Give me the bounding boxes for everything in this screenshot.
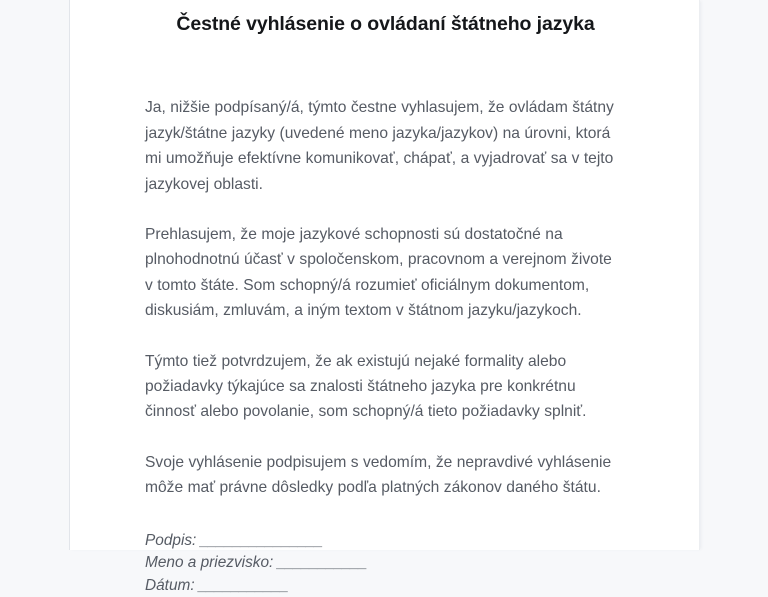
- signature-fill-podpis[interactable]: _______________: [196, 531, 323, 549]
- document-page: [69, 0, 700, 594]
- signature-line-meno: [145, 552, 701, 575]
- signature-line-podpis: [145, 530, 701, 553]
- document-body: [70, 0, 701, 597]
- signature-line-datum: [145, 575, 701, 597]
- paragraph-3: Týmto tiež potvrdzujem, že ak existujú nejaké formality alebo požiadavky týkajúce sa znalosti štátneho jazyka pre konkrétnu činnosť alebo povolanie, som schopný/á tieto požiadavky splniť.: [145, 352, 587, 421]
- signature-block: [70, 530, 701, 597]
- signature-fill-datum[interactable]: ___________: [194, 576, 289, 594]
- document-paragraphs: [70, 95, 701, 500]
- paragraph-2: Prehlasujem, že moje jazykové schopnosti sú dostatočné na plnohodnotnú účasť v spoločenskom, pracovnom a verejnom živote v tomto štáte. Som schopný/á rozumieť oficiálnym dokumentom, diskusiám, zmluvám, a iným textom v štátnom jazyku/jazykoch.: [145, 225, 612, 320]
- paragraph-4: Svoje vyhlásenie podpisujem s vedomím, že nepravdivé vyhlásenie môže mať právne dôsledky podľa platných zákonov daného štátu.: [145, 453, 612, 497]
- signature-label-podpis: Podpis:: [145, 531, 197, 549]
- signature-label-datum: Dátum:: [145, 576, 195, 594]
- signature-label-meno: Meno a priezvisko:: [145, 554, 274, 572]
- signature-fill-meno[interactable]: ___________: [273, 554, 367, 572]
- paragraph-1: Ja, nižšie podpísaný/á, týmto čestne vyhlasujem, že ovládam štátny jazyk/štátne jazyky (uvedené meno jazyka/jazykov) na úrovni, ktorá mi umožňuje efektívne komunikovať, chápať, a vyjadrovať sa v tejto jazykovej oblasti.: [145, 99, 614, 193]
- page-title: Čestné vyhlásenie o ovládaní štátneho jazyka: [176, 13, 595, 35]
